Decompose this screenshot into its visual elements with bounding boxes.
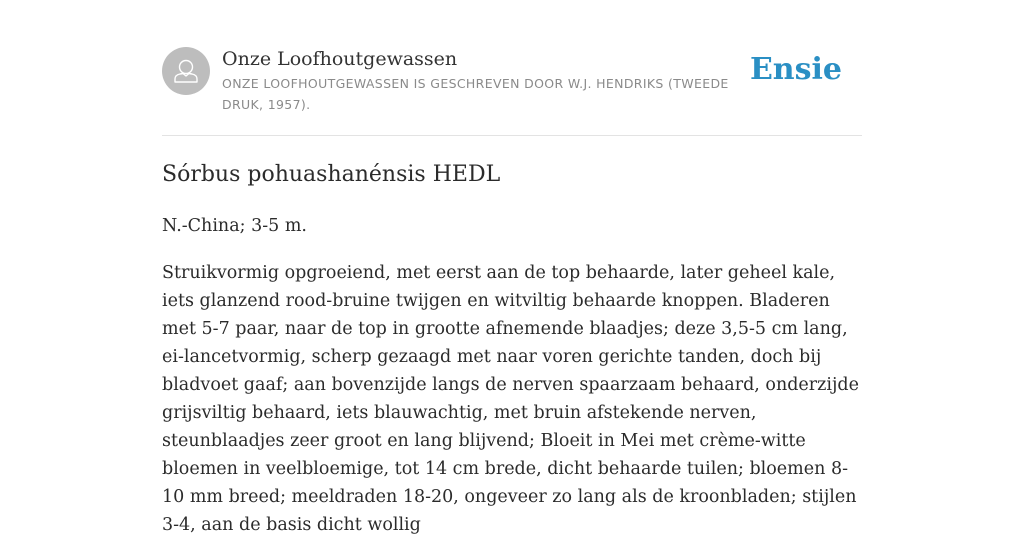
user-icon <box>162 47 210 95</box>
source-header <box>162 46 862 136</box>
brand-logo-link[interactable]: Ensie <box>749 52 842 87</box>
source-title[interactable]: Onze Loofhoutgewassen <box>222 48 458 70</box>
avatar[interactable] <box>162 47 210 95</box>
source-description: ONZE LOOFHOUTGEWASSEN IS GESCHREVEN DOOR W.J. HENDRIKS (TWEEDE DRUK, 1957). <box>222 76 729 112</box>
entry-description-paragraph: Struikvormig opgroeiend, met eerst aan de top behaarde, later geheel kale, iets glanzend rood-bruine twijgen en witviltig behaarde knoppen. Bladeren met 5-7 paar, naar de top in grootte afnemende blaadjes; deze 3,5-5 cm lang, ei-lancetvormig, scherp gezaagd met naar voren gerichte tanden, doch bij bladvoet gaaf; aan bovenzijde langs de nerven spaarzaam behaard, onderzijde grijsviltig behaard, iets blauwachtig, met bruin afstekende nerven, steunblaadjes zeer groot en lang blijvend; Bloeit in Mei met crème-witte bloemen in veelbloemige, tot 14 cm brede, dicht behaarde tuilen; bloemen 8-10 mm breed; meeldraden 18-20, ongeveer zo lang als de kroonbladen; stijlen 3-4, aan de basis dicht wollig <box>162 263 859 535</box>
article <box>162 158 862 539</box>
header-divider <box>162 135 862 136</box>
entry-origin-paragraph: N.-China; 3-5 m. <box>162 216 307 236</box>
entry-title: Sórbus pohuashanénsis HEDL <box>162 162 501 187</box>
